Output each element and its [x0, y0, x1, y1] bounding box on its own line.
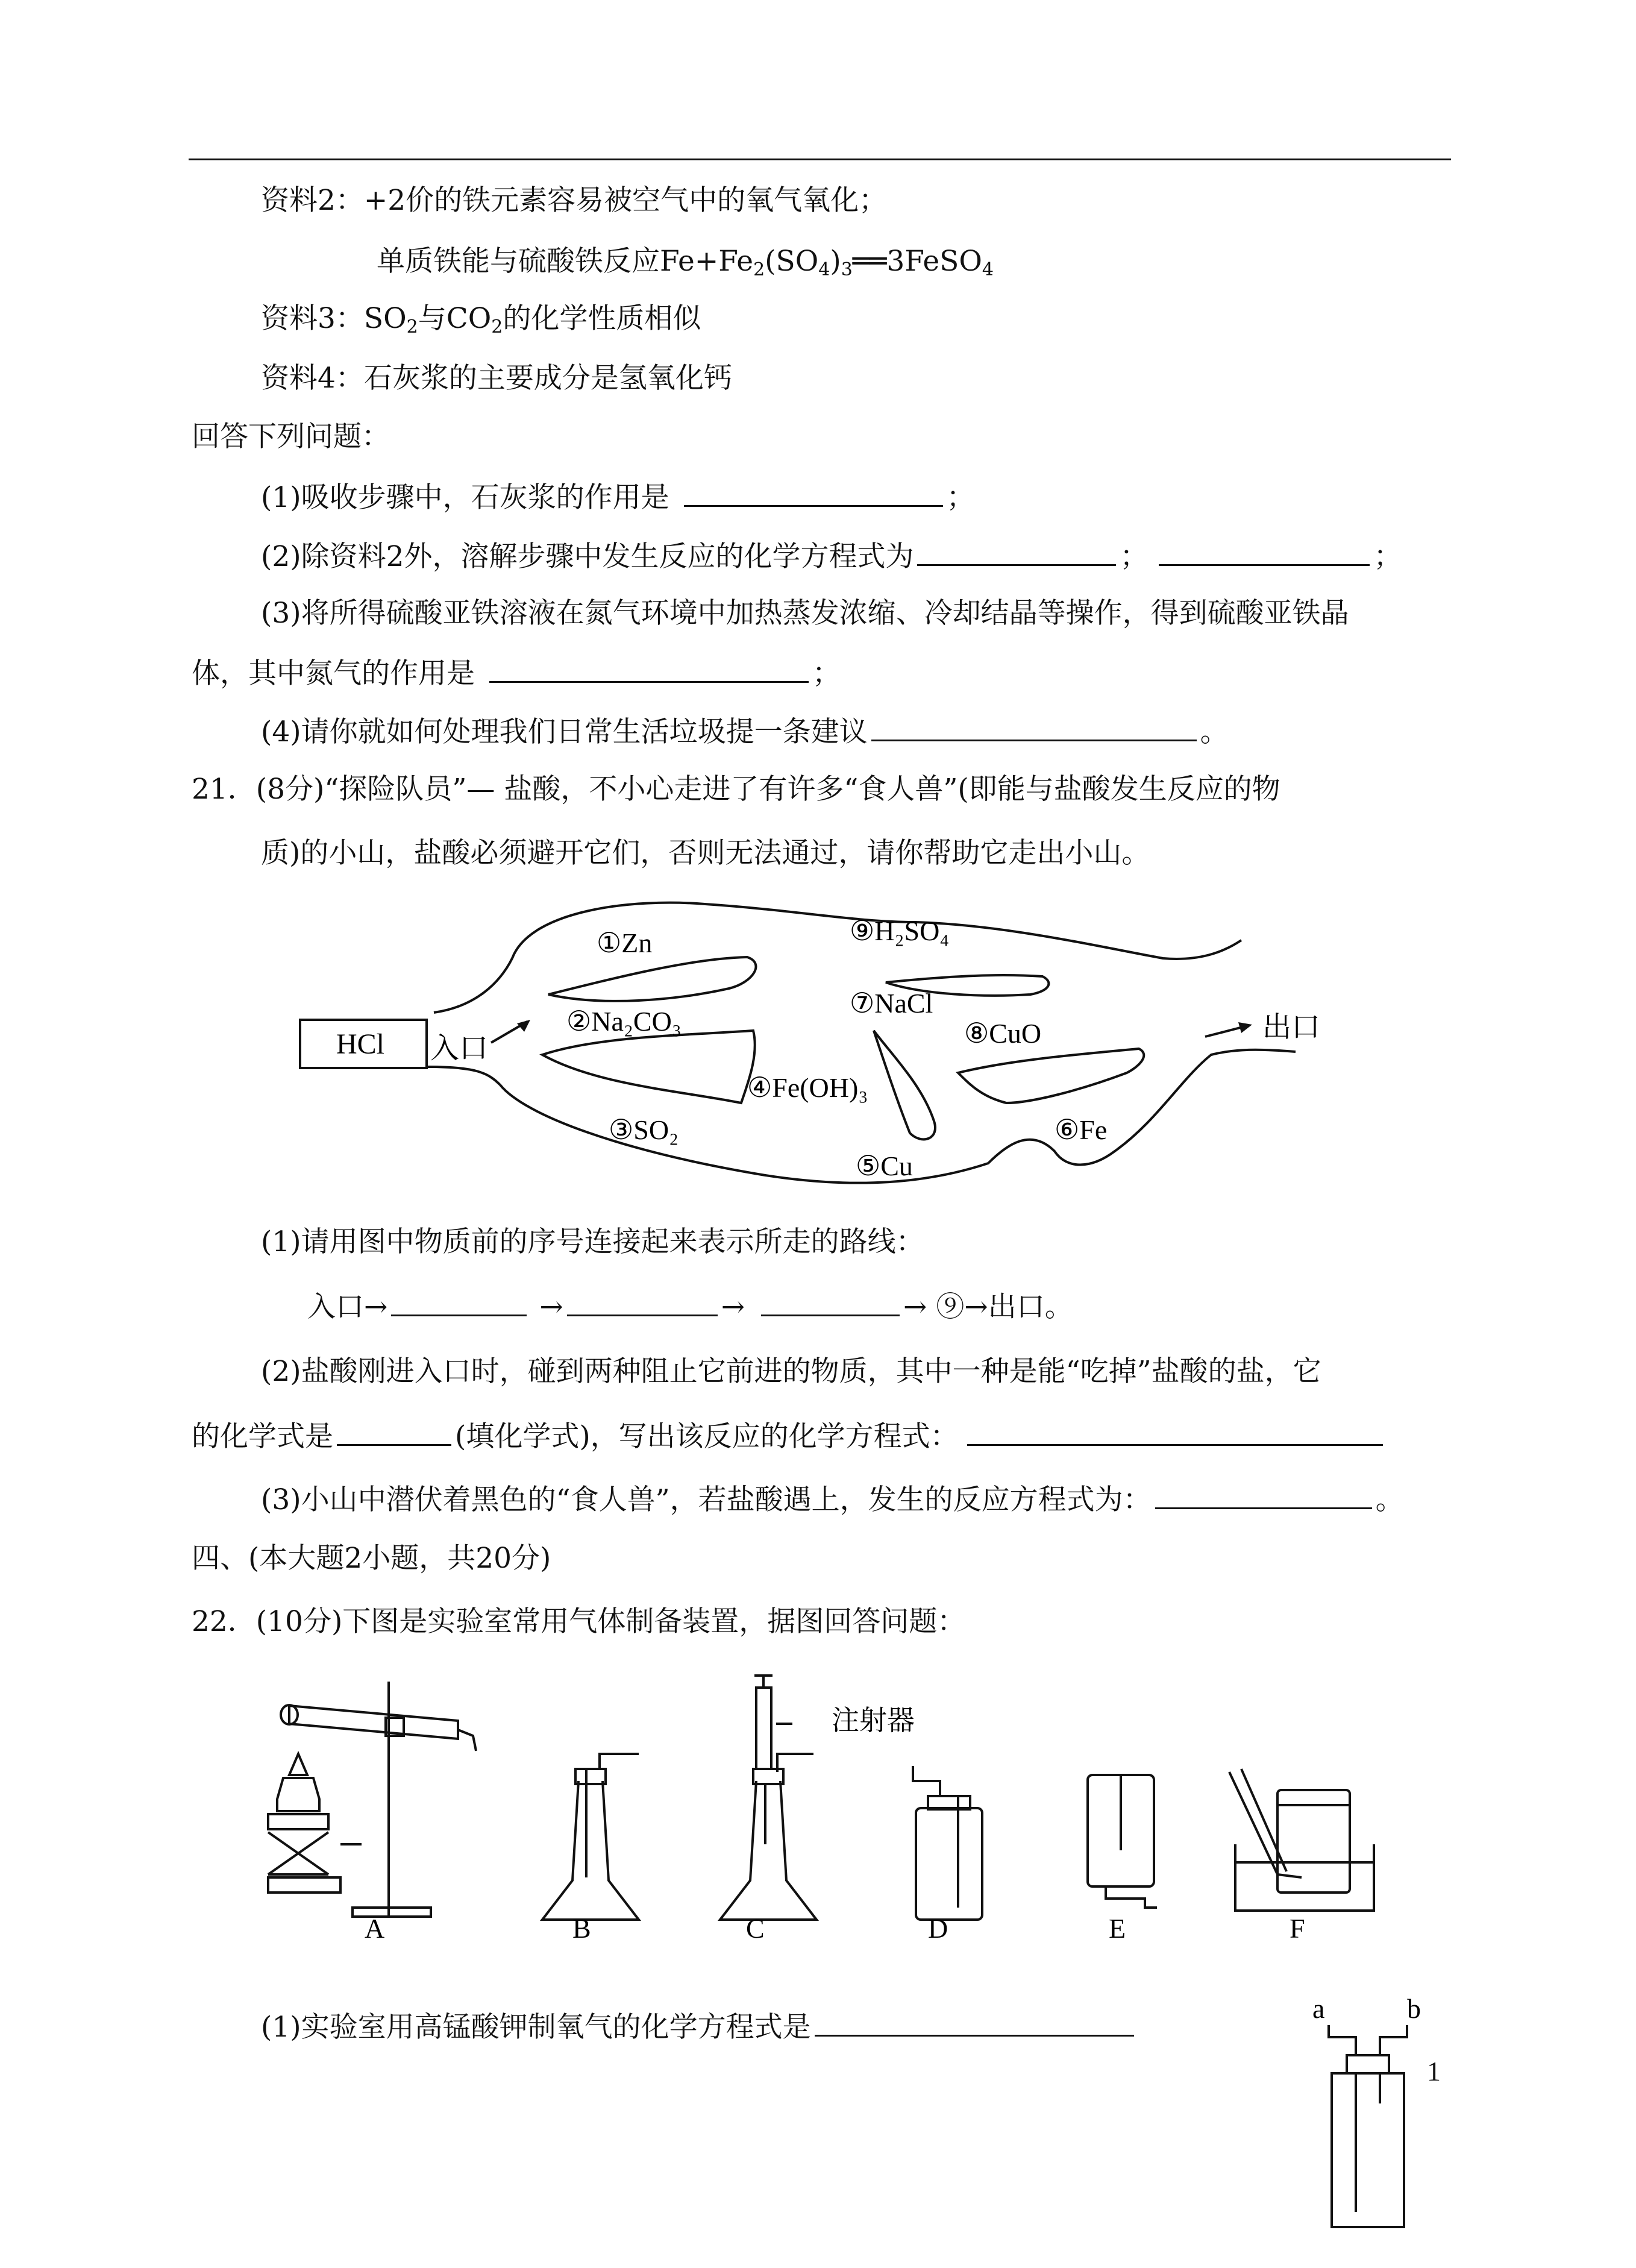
- route-line: 入口→ → → → ⑨→出口。: [307, 1287, 1073, 1326]
- maze-item: ①Zn: [597, 928, 653, 958]
- obstacle-na2co3: [542, 1031, 755, 1103]
- answer-blank[interactable]: [567, 1287, 718, 1316]
- apparatus-c: [720, 1676, 816, 1920]
- question-21-3: (3)小山中潜伏着黑色的“食人兽”，若盐酸遇上，发生的反应方程式为： 。: [261, 1480, 1404, 1519]
- question-21-line-1: 21．(8分)“探险队员”— 盐酸，不小心走进了有许多“食人兽”(即能与盐酸发生反应的物: [192, 773, 1280, 806]
- obstacle-nacl: [874, 1031, 935, 1139]
- answer-blank[interactable]: [1159, 536, 1370, 566]
- answer-blank[interactable]: [761, 1287, 900, 1316]
- answer-blank[interactable]: [967, 1416, 1383, 1446]
- maze-item: ⑤Cu: [856, 1151, 913, 1181]
- answer-intro: 回答下列问题：: [192, 420, 390, 453]
- header-rule: [189, 159, 1451, 160]
- apparatus-label: F: [1290, 1913, 1305, 1941]
- answer-blank[interactable]: [815, 2007, 1134, 2037]
- question-21-2-line-2: 的化学式是 (填化学式)，写出该反应的化学方程式：: [192, 1416, 1387, 1456]
- obstacle-cuo: [958, 1049, 1144, 1103]
- question-21-line-2: 质)的小山，盐酸必须避开它们，否则无法通过，请你帮助它走出小山。: [261, 837, 1150, 870]
- exit-arrow-head: [1238, 1022, 1252, 1033]
- question-22-intro: 22．(10分)下图是实验室常用气体制备装置，据图回答问题：: [192, 1605, 966, 1638]
- page-number: 1: [1427, 2056, 1441, 2087]
- maze-item: ⑧CuO: [964, 1018, 1042, 1049]
- answer-blank[interactable]: [1155, 1480, 1372, 1509]
- answer-blank[interactable]: [684, 477, 943, 507]
- maze-item: ⑥Fe: [1055, 1114, 1108, 1145]
- port-label: b: [1407, 1993, 1421, 2024]
- apparatus-label: C: [746, 1913, 765, 1941]
- apparatus-e: [1088, 1775, 1157, 1908]
- answer-blank[interactable]: [871, 712, 1197, 741]
- question-20-4: (4)请你就如何处理我们日常生活垃圾提一条建议 。: [261, 712, 1229, 751]
- apparatus-a: [268, 1682, 476, 1917]
- question-22-1: (1)实验室用高锰酸钾制氧气的化学方程式是: [261, 2007, 1138, 2046]
- question-21-2-line-1: (2)盐酸刚进入口时，碰到两种阻止它前进的物质，其中一种是能“吃掉”盐酸的盐，它: [261, 1355, 1321, 1388]
- question-20-2: (2)除资料2外，溶解步骤中发生反应的化学方程式为 ； ；: [261, 536, 1402, 576]
- maze-item: ④Fe(OH)₃: [747, 1072, 868, 1103]
- answer-blank[interactable]: [391, 1287, 527, 1316]
- question-20-3-line-1: (3)将所得硫酸亚铁溶液在氮气环境中加热蒸发浓缩、冷却结晶等操作，得到硫酸亚铁晶: [261, 597, 1349, 630]
- maze-item: ⑨H₂SO₄: [850, 916, 950, 946]
- apparatus-label: D: [928, 1913, 948, 1941]
- maze-item: ③SO₂: [609, 1114, 679, 1145]
- question-21-1: (1)请用图中物质前的序号连接起来表示所走的路线：: [261, 1225, 924, 1258]
- material-2-line-2: 单质铁能与硫酸铁反应$Fe+Fe_2(SO_4)_3══3FeSO_4$: [377, 245, 994, 280]
- syringe-label: 注射器: [832, 1705, 915, 1736]
- apparatus-b: [542, 1754, 639, 1920]
- maze-item: ②Na₂CO₃: [566, 1006, 682, 1037]
- apparatus-label: A: [365, 1913, 385, 1941]
- question-20-3-line-2: 体，其中氮气的作用是 ；: [192, 653, 841, 693]
- material-4: 资料4：石灰浆的主要成分是氢氧化钙: [261, 362, 732, 395]
- apparatus-diagram: [253, 1670, 1416, 1941]
- port-label: a: [1312, 1993, 1325, 2024]
- maze-item: ⑦NaCl: [850, 988, 933, 1019]
- material-3: 资料3：$SO_2$与$CO_2$的化学性质相似: [261, 302, 701, 338]
- obstacle-zn: [548, 957, 756, 1001]
- answer-blank[interactable]: [917, 536, 1116, 566]
- apparatus-label: B: [572, 1913, 591, 1941]
- apparatus-d: [913, 1766, 982, 1920]
- apparatus-f: [1229, 1769, 1374, 1911]
- maze-diagram: [283, 886, 1356, 1224]
- gas-bottle-diagram: [1296, 1989, 1452, 2230]
- answer-blank[interactable]: [489, 653, 809, 683]
- answer-blank[interactable]: [337, 1416, 451, 1446]
- exit-label: 出口: [1262, 1011, 1321, 1043]
- section-4-heading: 四、(本大题2小题，共20分): [192, 1542, 551, 1575]
- question-20-1: (1)吸收步骤中，石灰浆的作用是 ；: [261, 477, 975, 517]
- material-2-line-1: 资料2：+2价的铁元素容易被空气中的氧气氧化；: [261, 184, 888, 217]
- entrance-label: 入口: [430, 1032, 489, 1064]
- apparatus-label: E: [1109, 1913, 1126, 1941]
- hcl-label: HCl: [336, 1028, 385, 1060]
